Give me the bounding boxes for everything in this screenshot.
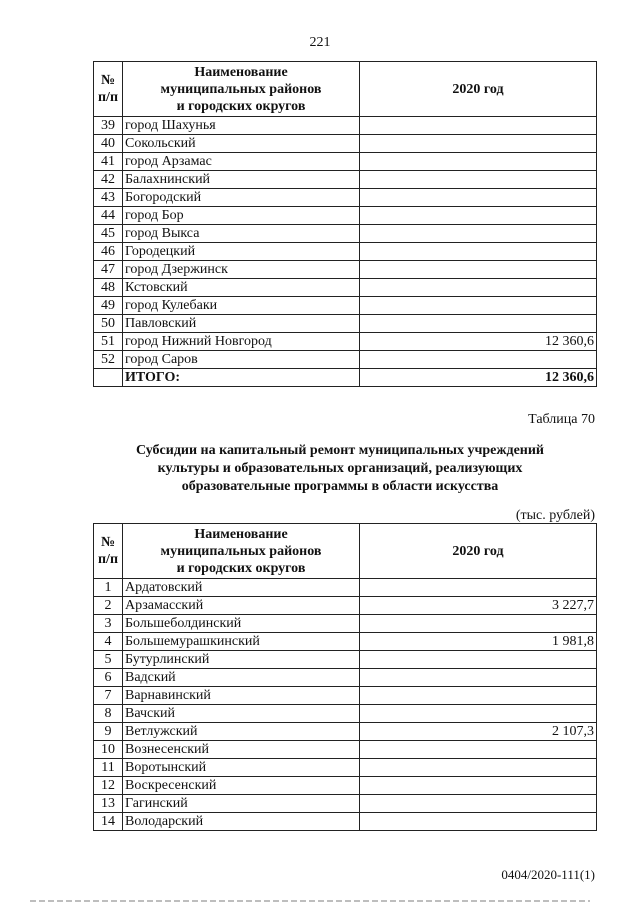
header-row bbox=[94, 62, 597, 117]
district-name: Ардатовский bbox=[123, 579, 360, 597]
row-value bbox=[360, 153, 597, 171]
header-row bbox=[94, 524, 597, 579]
row-value: 3 227,7 bbox=[360, 597, 597, 615]
table-row bbox=[94, 189, 597, 207]
row-value bbox=[360, 615, 597, 633]
row-number: 7 bbox=[94, 687, 123, 705]
table-row bbox=[94, 333, 597, 351]
row-number: 42 bbox=[94, 171, 123, 189]
district-name: Большеболдинский bbox=[123, 615, 360, 633]
district-name: Большемурашкинский bbox=[123, 633, 360, 651]
table-row bbox=[94, 705, 597, 723]
row-number: 1 bbox=[94, 579, 123, 597]
table-row bbox=[94, 651, 597, 669]
row-number: 45 bbox=[94, 225, 123, 243]
row-value: 1 981,8 bbox=[360, 633, 597, 651]
row-value bbox=[360, 579, 597, 597]
row-number: 50 bbox=[94, 315, 123, 333]
table-row bbox=[94, 171, 597, 189]
district-name: город Кулебаки bbox=[123, 297, 360, 315]
table-row bbox=[94, 207, 597, 225]
district-name: город Саров bbox=[123, 351, 360, 369]
row-value bbox=[360, 741, 597, 759]
total-value: 12 360,6 bbox=[360, 369, 597, 387]
table-row bbox=[94, 813, 597, 831]
district-name: Богородский bbox=[123, 189, 360, 207]
table-row bbox=[94, 279, 597, 297]
district-name: Балахнинский bbox=[123, 171, 360, 189]
row-number: 13 bbox=[94, 795, 123, 813]
row-number: 11 bbox=[94, 759, 123, 777]
table-row bbox=[94, 117, 597, 135]
table-row bbox=[94, 633, 597, 651]
row-number: 12 bbox=[94, 777, 123, 795]
header-name: Наименование муниципальных районов и городских округов bbox=[123, 524, 360, 579]
total-row bbox=[94, 369, 597, 387]
table-row bbox=[94, 741, 597, 759]
table-row bbox=[94, 261, 597, 279]
district-name: город Арзамас bbox=[123, 153, 360, 171]
district-name: Павловский bbox=[123, 315, 360, 333]
total-num-cell bbox=[94, 369, 123, 387]
district-name: город Нижний Новгород bbox=[123, 333, 360, 351]
row-value bbox=[360, 117, 597, 135]
district-name: город Дзержинск bbox=[123, 261, 360, 279]
row-number: 47 bbox=[94, 261, 123, 279]
table-2 bbox=[93, 523, 597, 831]
table-title: Субсидии на капитальный ремонт муниципальных учреждений культуры и образовательных организаций, реализующих образовательные программы в области искусства bbox=[135, 443, 545, 494]
district-name: Вадский bbox=[123, 669, 360, 687]
district-name: Воскресенский bbox=[123, 777, 360, 795]
row-value bbox=[360, 261, 597, 279]
row-value bbox=[360, 315, 597, 333]
table-row bbox=[94, 579, 597, 597]
units-label: (тыс. рублей) bbox=[515, 508, 595, 523]
row-number: 41 bbox=[94, 153, 123, 171]
table-row bbox=[94, 759, 597, 777]
row-value bbox=[360, 243, 597, 261]
row-number: 8 bbox=[94, 705, 123, 723]
table-row bbox=[94, 315, 597, 333]
table-row bbox=[94, 135, 597, 153]
district-name: Арзамасский bbox=[123, 597, 360, 615]
row-value bbox=[360, 795, 597, 813]
table-row bbox=[94, 795, 597, 813]
district-name: город Шахунья bbox=[123, 117, 360, 135]
table-1 bbox=[93, 61, 597, 387]
header-name: Наименование муниципальных районов и городских округов bbox=[123, 62, 360, 117]
row-value: 2 107,3 bbox=[360, 723, 597, 741]
table-label: Таблица 70 bbox=[528, 412, 595, 427]
row-value bbox=[360, 135, 597, 153]
table-row bbox=[94, 297, 597, 315]
header-year: 2020 год bbox=[360, 62, 597, 117]
table-row bbox=[94, 723, 597, 741]
row-number: 6 bbox=[94, 669, 123, 687]
row-number: 46 bbox=[94, 243, 123, 261]
row-value bbox=[360, 651, 597, 669]
district-name: Вознесенский bbox=[123, 741, 360, 759]
scan-artifact-line bbox=[30, 900, 590, 902]
row-value bbox=[360, 279, 597, 297]
page-number: 221 bbox=[309, 35, 331, 50]
table-row bbox=[94, 225, 597, 243]
district-name: Сокольский bbox=[123, 135, 360, 153]
district-name: Кстовский bbox=[123, 279, 360, 297]
row-number: 4 bbox=[94, 633, 123, 651]
row-number: 39 bbox=[94, 117, 123, 135]
row-value bbox=[360, 777, 597, 795]
district-name: Воротынский bbox=[123, 759, 360, 777]
row-value bbox=[360, 297, 597, 315]
header-year: 2020 год bbox=[360, 524, 597, 579]
row-number: 51 bbox=[94, 333, 123, 351]
row-value: 12 360,6 bbox=[360, 333, 597, 351]
row-value bbox=[360, 225, 597, 243]
district-name: Гагинский bbox=[123, 795, 360, 813]
row-number: 49 bbox=[94, 297, 123, 315]
row-value bbox=[360, 351, 597, 369]
district-name: Бутурлинский bbox=[123, 651, 360, 669]
row-value bbox=[360, 813, 597, 831]
district-name: Вачский bbox=[123, 705, 360, 723]
table-row bbox=[94, 669, 597, 687]
table-row bbox=[94, 243, 597, 261]
header-num: № п/п bbox=[94, 62, 123, 117]
document-code: 0404/2020-111(1) bbox=[501, 867, 595, 882]
district-name: Володарский bbox=[123, 813, 360, 831]
row-number: 14 bbox=[94, 813, 123, 831]
header-num: № п/п bbox=[94, 524, 123, 579]
row-value bbox=[360, 189, 597, 207]
row-number: 40 bbox=[94, 135, 123, 153]
row-value bbox=[360, 705, 597, 723]
table-row bbox=[94, 597, 597, 615]
row-number: 52 bbox=[94, 351, 123, 369]
row-number: 48 bbox=[94, 279, 123, 297]
district-name: город Бор bbox=[123, 207, 360, 225]
district-name: Городецкий bbox=[123, 243, 360, 261]
row-number: 5 bbox=[94, 651, 123, 669]
table-row bbox=[94, 351, 597, 369]
district-name: Ветлужский bbox=[123, 723, 360, 741]
table-row bbox=[94, 777, 597, 795]
table-row bbox=[94, 153, 597, 171]
row-number: 10 bbox=[94, 741, 123, 759]
row-number: 2 bbox=[94, 597, 123, 615]
row-value bbox=[360, 759, 597, 777]
row-value bbox=[360, 207, 597, 225]
district-name: город Выкса bbox=[123, 225, 360, 243]
row-number: 3 bbox=[94, 615, 123, 633]
total-label: ИТОГО: bbox=[123, 369, 360, 387]
table-row bbox=[94, 615, 597, 633]
district-name: Варнавинский bbox=[123, 687, 360, 705]
table-row bbox=[94, 687, 597, 705]
row-value bbox=[360, 687, 597, 705]
row-number: 9 bbox=[94, 723, 123, 741]
row-value bbox=[360, 171, 597, 189]
row-number: 44 bbox=[94, 207, 123, 225]
row-value bbox=[360, 669, 597, 687]
row-number: 43 bbox=[94, 189, 123, 207]
